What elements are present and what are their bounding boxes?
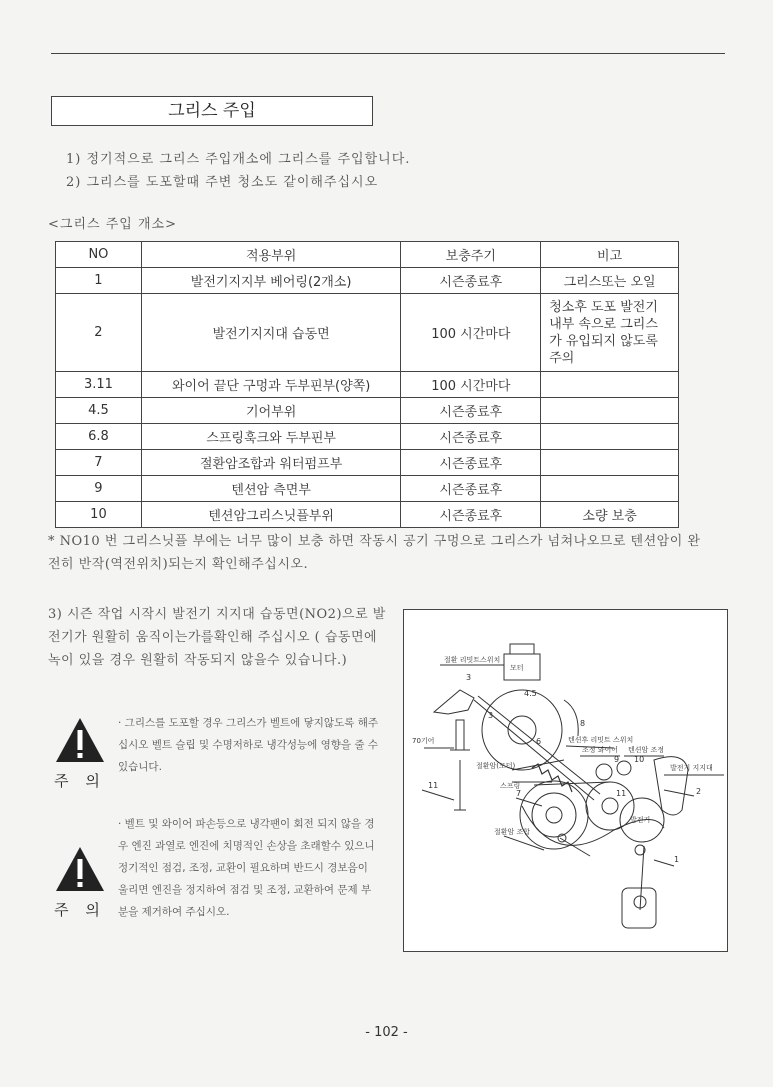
cell-remark <box>541 424 679 450</box>
cell-part: 발전기지지부 베어링(2개소) <box>141 268 401 294</box>
header-part: 적용부위 <box>141 242 401 268</box>
cell-remark: 그리스또는 오일 <box>541 268 679 294</box>
caution-text-2: · 벨트 및 와이어 파손등으로 냉각팬이 회전 되지 않을 경우 엔진 과열로 엔진에 치명적인 손상을 초래할수 있으니 정기적인 점검, 조정, 교환이 필요하며 반드시 경보음이 울리면 엔진을 정지하여 점검 및 조정, 교환하여 문제 부분을 제거하여 주십시오. <box>118 818 375 918</box>
callout-7: 7 <box>516 789 522 798</box>
cell-remark <box>541 450 679 476</box>
callout-10: 10 <box>634 755 645 764</box>
cell-part: 기어부위 <box>141 398 401 424</box>
callout-11-right: 11 <box>616 789 627 798</box>
warning-triangle-icon <box>54 845 106 893</box>
cell-remark <box>541 398 679 424</box>
grease-table <box>55 241 679 528</box>
label-adjust-wire: 조정 와이어 <box>582 746 619 754</box>
page-number: - 102 - <box>365 1025 408 1040</box>
cell-remark: 청소후 도포 발전기 내부 속으로 그리스가 유입되지 않도록 주의 <box>541 294 679 372</box>
table-row <box>56 294 679 372</box>
header-cycle: 보충주기 <box>401 242 541 268</box>
label-switch-arm: 절환암(모터) <box>476 762 516 770</box>
cell-part: 와이어 끝단 구멍과 두부핀부(양쪽) <box>141 372 401 398</box>
label-spring: 스프링 <box>500 782 521 790</box>
cell-no: 9 <box>56 476 142 502</box>
cell-no: 6.8 <box>56 424 142 450</box>
gear-wheel <box>482 690 562 770</box>
cell-remark <box>541 476 679 502</box>
cell-cycle: 시즌종료후 <box>401 398 541 424</box>
caution-block-2 <box>50 845 110 920</box>
label-motor: 모터 <box>510 664 524 672</box>
label-tension-arm-adjust: 텐션암 조정 <box>628 746 665 754</box>
cell-cycle: 시즌종료후 <box>401 502 541 528</box>
callout-11-left: 11 <box>428 781 439 790</box>
cell-part: 스프링훅크와 두부핀부 <box>141 424 401 450</box>
mechanism-diagram <box>403 609 728 952</box>
pulley-mid <box>586 782 634 830</box>
table-header-row <box>56 242 679 268</box>
label-tension-limit: 텐션후 리밋트 스위치 <box>568 736 634 744</box>
cell-cycle: 시즌종료후 <box>401 268 541 294</box>
cell-no: 4.5 <box>56 398 142 424</box>
caution-text-1: · 그리스를 도포할 경우 그리스가 벨트에 닿지않도록 해주십시오 벨트 슬립 및 수명저하로 냉각성능에 영향을 줄 수 있습니다. <box>118 717 378 773</box>
cell-part: 발전기지지대 습동면 <box>141 294 401 372</box>
callout-8: 8 <box>580 719 586 728</box>
label-gen-support: 발전기 지지대 <box>670 764 713 772</box>
label-limit-switch: 절환 리밋트스위치 <box>444 656 501 664</box>
callout-1: 1 <box>674 855 680 864</box>
table-row <box>56 398 679 424</box>
step3-text: 3) 시즌 작업 시작시 발전기 지지대 습동면(NO2)으로 발전기가 원활히 움직이는가를확인해 주십시오 ( 습동면에 녹이 있을 경우 원활히 작동되지 않을수 있습니다.) <box>48 607 386 668</box>
caution-label: 주 의 <box>54 772 106 790</box>
cell-no: 2 <box>56 294 142 372</box>
instruction-2: 2) 그리스를 도포할때 주변 청소도 같이해주십시오 <box>66 175 379 190</box>
cell-no: 10 <box>56 502 142 528</box>
instruction-1: 1) 정기적으로 그리스 주입개소에 그리스를 주입합니다. <box>66 152 411 167</box>
cell-cycle: 100 시간마다 <box>401 294 541 372</box>
table-row <box>56 502 679 528</box>
label-generator: 발전기 <box>630 816 651 824</box>
caution-block-1 <box>50 716 110 791</box>
cell-cycle: 시즌종료후 <box>401 476 541 502</box>
cell-remark: 소량 보충 <box>541 502 679 528</box>
section-label: <그리스 주입 개소> <box>48 217 177 232</box>
caution-label: 주 의 <box>54 901 106 919</box>
callout-3: 3 <box>466 673 472 682</box>
callout-3b: 3 <box>488 711 494 720</box>
warning-triangle-icon <box>54 716 106 764</box>
pulley-large <box>520 781 588 849</box>
cell-no: 3.11 <box>56 372 142 398</box>
header-remark: 비고 <box>541 242 679 268</box>
cell-no: 7 <box>56 450 142 476</box>
cell-part: 텐션암 측면부 <box>141 476 401 502</box>
table-row <box>56 424 679 450</box>
callout-9: 9 <box>614 755 620 764</box>
callout-2: 2 <box>696 787 702 796</box>
cell-part: 텐션암그리스닛플부위 <box>141 502 401 528</box>
page-title: 그리스 주입 <box>51 96 373 126</box>
table-row <box>56 450 679 476</box>
callout-4-5: 4.5 <box>524 689 537 698</box>
top-rule <box>51 53 725 54</box>
star-note: * NO10 번 그리스닛플 부에는 너무 많이 보충 하면 작동시 공기 구멍으로 그리스가 넘쳐나오므로 텐션암이 완전히 반작(역전위치)되는지 확인해주십시오. <box>48 534 701 572</box>
cell-cycle: 시즌종료후 <box>401 450 541 476</box>
cell-remark <box>541 372 679 398</box>
table-row <box>56 372 679 398</box>
label-gear-70: 70기어 <box>412 737 435 745</box>
label-switch-assy: 절환암 조합 <box>494 828 531 836</box>
cell-no: 1 <box>56 268 142 294</box>
header-no: NO <box>56 242 142 268</box>
cell-part: 절환암조합과 워터펌프부 <box>141 450 401 476</box>
cell-cycle: 시즌종료후 <box>401 424 541 450</box>
mechanism-drawing <box>404 610 727 951</box>
table-row <box>56 476 679 502</box>
cell-cycle: 100 시간마다 <box>401 372 541 398</box>
table-row <box>56 268 679 294</box>
callout-6: 6 <box>536 737 542 746</box>
